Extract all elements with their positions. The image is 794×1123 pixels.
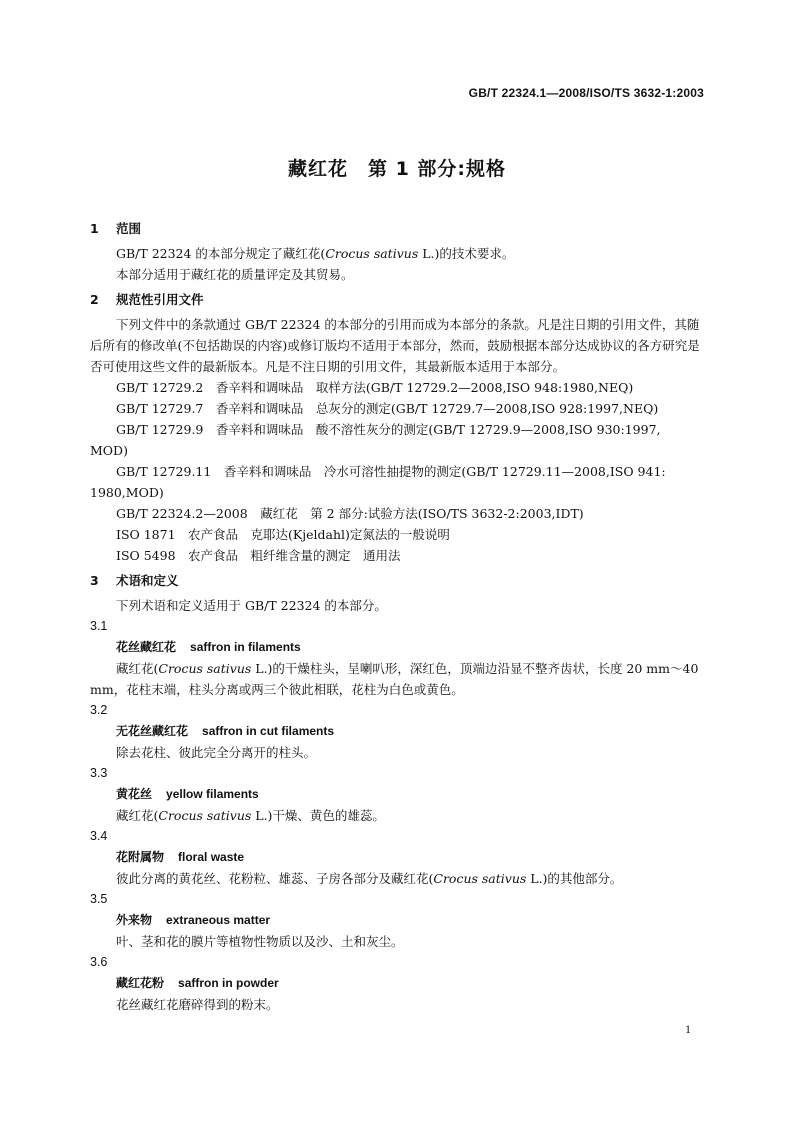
term-heading — [90, 847, 706, 868]
term-heading — [90, 910, 706, 931]
term-definition: 叶、茎和花的膜片等植物性物质以及沙、土和灰尘。 — [116, 934, 404, 949]
clause-number: 3.6 — [90, 955, 108, 969]
term-zh: 花附属物 — [116, 850, 165, 864]
clause-number: 3.4 — [90, 829, 108, 843]
term-en: saffron in cut filaments — [202, 724, 335, 738]
reference-item: ISO 5498 农产食品 粗纤维含量的测定 通用法 — [116, 548, 401, 563]
section-heading-normative-references — [90, 289, 706, 310]
term-zh: 藏红花粉 — [116, 976, 165, 990]
section-heading-scope — [90, 218, 706, 239]
term-definition — [90, 805, 706, 826]
text-run: 藏红花( — [116, 661, 159, 676]
terms-intro: 下列术语和定义适用于 GB/T 22324 的本部分。 — [116, 598, 387, 613]
reference-item: GB/T 22324.2—2008 藏红花 第 2 部分:试验方法(ISO/TS 3632-2:2003,IDT) — [116, 506, 584, 521]
section-heading-terms-definitions — [90, 570, 706, 591]
reference-item-continued: MOD) — [90, 443, 128, 458]
term-heading — [90, 721, 706, 742]
clause-number: 3.5 — [90, 892, 108, 906]
term-en: saffron in powder — [178, 976, 279, 990]
term-heading — [90, 784, 706, 805]
term-definition: 花丝藏红花磨碎得到的粉末。 — [116, 997, 279, 1012]
section-title: 术语和定义 — [116, 573, 179, 588]
latin-name: Crocus sativus — [158, 808, 252, 823]
document-code: GB/T 22324.1—2008/ISO/TS 3632-1:2003 — [468, 86, 704, 100]
term-zh: 无花丝藏红花 — [116, 724, 189, 738]
clause-number: 3.3 — [90, 766, 108, 780]
clause-number: 3.1 — [90, 619, 108, 633]
text-run: L.)干燥、黄色的雄蕊。 — [251, 808, 385, 823]
latin-name: Crocus sativus — [325, 246, 419, 261]
clause-number: 3.2 — [90, 703, 108, 717]
reference-item: GB/T 12729.2 香辛料和调味品 取样方法(GB/T 12729.2—2008,ISO 948:1980,NEQ) — [116, 380, 634, 395]
reference-item-continued: 1980,MOD) — [90, 485, 164, 500]
scope-paragraph-2: 本部分适用于藏红花的质量评定及其贸易。 — [116, 267, 354, 282]
term-heading — [90, 637, 706, 658]
document-body — [90, 218, 706, 1015]
term-en: floral waste — [178, 850, 245, 864]
text-run: 彼此分离的黄花丝、花粉粒、雄蕊、子房各部分及藏红花( — [116, 871, 434, 886]
term-definition: 除去花柱、彼此完全分离开的柱头。 — [116, 745, 317, 760]
text-run: L.)的干燥柱头，呈喇叭形，深红色，顶端边沿显不整齐齿状，长度 20 mm～40 mm，花柱末端，柱头分离或两三个彼此相联，花柱为白色或黄色。 — [90, 661, 699, 697]
term-definition — [90, 658, 706, 700]
term-zh: 黄花丝 — [116, 787, 153, 801]
reference-item: GB/T 12729.9 香辛料和调味品 酸不溶性灰分的测定(GB/T 12729.9—2008,ISO 930:1997, — [116, 422, 661, 437]
latin-name: Crocus sativus — [158, 661, 252, 676]
term-heading — [90, 973, 706, 994]
scope-paragraph-1 — [90, 243, 706, 264]
text-run: L.)的其他部分。 — [526, 871, 623, 886]
reference-item: GB/T 12729.11 香辛料和调味品 冷水可溶性抽提物的测定(GB/T 12729.11—2008,ISO 941: — [116, 464, 666, 479]
section-number: 2 — [90, 292, 99, 307]
section-title: 规范性引用文件 — [116, 292, 204, 307]
text-run: GB/T 22324 的本部分规定了藏红花( — [116, 246, 326, 261]
term-en: yellow filaments — [166, 787, 259, 801]
section-number: 1 — [90, 221, 99, 236]
references-intro: 下列文件中的条款通过 GB/T 22324 的本部分的引用而成为本部分的条款。凡是注日期的引用文件，其随后所有的修改单(不包括勘误的内容)或修订版均不适用于本部分，然而，鼓励根据本部分达成协议的各方研究是否可使用这些文件的最新版本。凡是不注日期的引用文件，其最新版本适用于本部分。 — [90, 317, 700, 374]
reference-item: GB/T 12729.7 香辛料和调味品 总灰分的测定(GB/T 12729.7—2008,ISO 928:1997,NEQ) — [116, 401, 659, 416]
page-number: 1 — [685, 1022, 691, 1036]
section-number: 3 — [90, 573, 99, 588]
term-zh: 花丝藏红花 — [116, 640, 177, 654]
page-title: 藏红花 第 1 部分:规格 — [287, 158, 507, 180]
text-run: 藏红花( — [116, 808, 159, 823]
latin-name: Crocus sativus — [433, 871, 527, 886]
reference-item: ISO 1871 农产食品 克耶达(Kjeldahl)定氮法的一般说明 — [116, 527, 450, 542]
term-en: extraneous matter — [166, 913, 271, 927]
text-run: L.)的技术要求。 — [418, 246, 515, 261]
term-en: saffron in filaments — [190, 640, 301, 654]
section-title: 范围 — [116, 221, 142, 236]
term-definition — [90, 868, 706, 889]
term-zh: 外来物 — [116, 913, 153, 927]
